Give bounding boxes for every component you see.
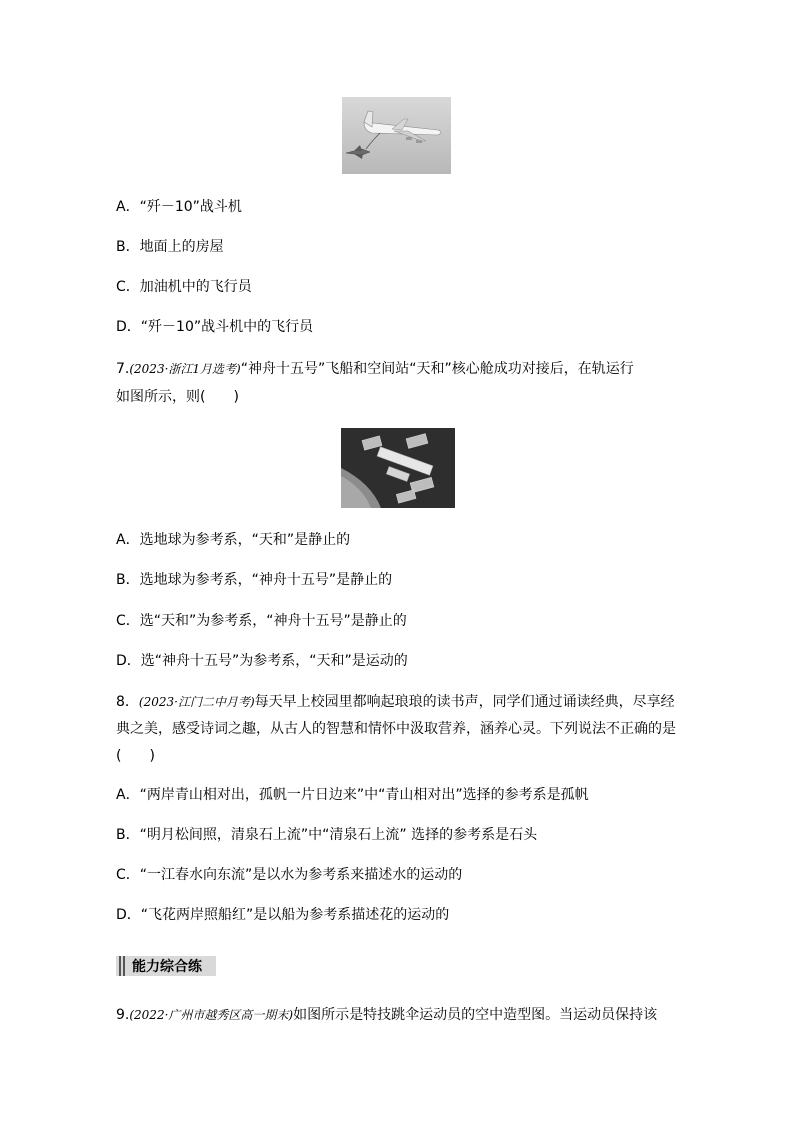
q7-stem-line-2: 如图所示，则( ) [116, 389, 239, 405]
q8-option-a: A．“两岸青山相对出，孤帆一片日边来”中“青山相对出”选择的参考系是孤帆 [116, 787, 589, 803]
q7-option-a: A．选地球为参考系，“天和”是静止的 [116, 532, 351, 548]
q9-number: 9. [116, 1007, 130, 1023]
q6-option-b: B．地面上的房屋 [116, 239, 224, 255]
section-header [116, 956, 216, 976]
q7-option-b: B．选地球为参考系，“神舟十五号”是静止的 [116, 572, 393, 588]
q6-option-d: D．“歼－10”战斗机中的飞行员 [116, 319, 314, 335]
q7-stem-text: “神舟十五号”飞船和空间站“天和”核心舱成功对接后，在轨运行 [240, 361, 634, 377]
refueling-aircraft-image [342, 97, 451, 174]
q8-stem-line-2: 典之美，感受诗词之趣，从古人的智慧和情怀中汲取营养，涵养心灵。下列说法不正确的是 [116, 721, 676, 737]
q9-stem-line-1 [116, 1006, 657, 1024]
section-title: 能力综合练 [132, 959, 202, 975]
q9-stem-text: 如图所示是特技跳伞运动员的空中造型图。当运动员保持该 [293, 1007, 658, 1023]
q7-stem-line-1 [116, 360, 634, 378]
q8-option-d: D．“飞花两岸照船红”是以船为参考系描述花的运动的 [116, 907, 450, 923]
q8-option-c: C．“一江春水向东流”是以水为参考系来描述水的运动的 [116, 867, 463, 883]
space-station-image [341, 428, 455, 508]
q8-number: 8． [116, 694, 139, 710]
q8-stem-line-1 [116, 693, 675, 711]
q6-option-a: A．“歼－10”战斗机 [116, 199, 242, 215]
q8-stem-line-3: ( ) [116, 748, 155, 764]
q7-option-d: D．选“神舟十五号”为参考系，“天和”是运动的 [116, 653, 408, 669]
q8-option-b: B．“明月松间照，清泉石上流”中“清泉石上流” 选择的参考系是石头 [116, 827, 538, 843]
q7-option-c: C．选“天和”为参考系，“神舟十五号”是静止的 [116, 613, 407, 629]
section-bars-icon [119, 956, 128, 976]
q7-source: (2023·浙江1月选考) [129, 362, 241, 376]
q6-option-c: C．加油机中的飞行员 [116, 279, 252, 295]
q8-source: (2023·江门二中月考) [138, 695, 255, 709]
q8-stem-text: 每天早上校园里都响起琅琅的读书声，同学们通过诵读经典，尽享经 [254, 694, 675, 710]
q7-number: 7. [116, 361, 130, 377]
q9-source: (2022·广州市越秀区高一期末) [129, 1008, 294, 1022]
